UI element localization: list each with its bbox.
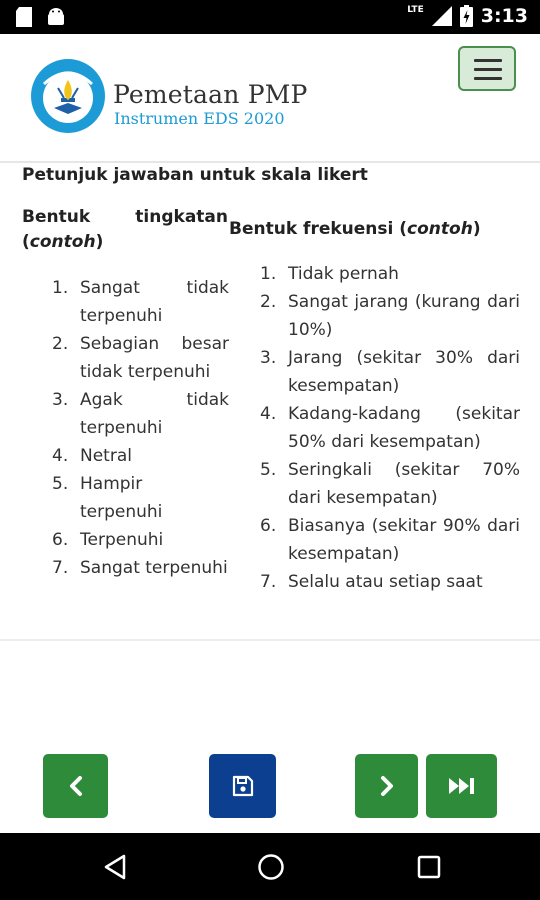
list-item: 4. Kadang-kadang (sekitar 50% dari kesempatan) [260,404,520,452]
header-text: ) [95,232,104,252]
previous-button[interactable] [43,754,108,818]
sd-card-icon [16,7,32,27]
chevron-left-icon [67,775,85,797]
list-item: 2. Sangat jarang (kurang dari 10%) [260,292,520,340]
app-header [0,34,540,163]
header-text: Bentuk tingkatan ( [22,207,228,252]
header-italic: contoh [407,219,473,239]
battery-charging-icon [460,5,473,27]
hamburger-line [474,68,502,71]
floppy-disk-icon [232,775,254,797]
save-button[interactable] [209,754,276,818]
network-type-label: LTE [407,5,424,15]
list-item: 3. Agak tidak terpenuhi [52,390,229,438]
header-text: ) [472,219,481,239]
tut-wuri-handayani-logo [30,58,106,134]
android-icon [46,7,66,27]
frequency-list [254,260,520,596]
clock: 3:13 [480,5,528,27]
list-item: 5. Seringkali (sekitar 70% dari kesempatan) [260,460,520,508]
list-item: 5. Hampir terpenuhi [52,474,163,522]
header-text: Bentuk frekuensi ( [229,219,408,239]
menu-button[interactable] [458,46,516,91]
list-item: 6. Biasanya (sekitar 90% dari kesempatan) [260,516,520,564]
list-item: 7. Sangat terpenuhi [52,558,228,578]
back-icon[interactable] [103,854,127,880]
fast-forward-icon [447,775,477,797]
list-item: 7. Selalu atau setiap saat [260,572,483,592]
list-item: 6. Terpenuhi [52,530,164,550]
status-bar [0,0,540,34]
recents-icon[interactable] [417,855,441,879]
app-title: Pemetaan PMP [113,80,308,109]
frequency-column-header [229,219,520,239]
list-item: 1. Sangat tidak terpenuhi [52,278,229,326]
header-italic: contoh [29,232,96,252]
last-page-button[interactable] [426,754,497,818]
hamburger-line [474,77,502,80]
instructions-heading: Petunjuk jawaban untuk skala likert [22,165,368,185]
level-list [46,274,229,582]
hamburger-menu-icon [474,59,502,62]
app-subtitle: Instrumen EDS 2020 [114,109,285,128]
list-item: 2. Sebagian besar tidak terpenuhi [52,334,229,382]
signal-icon [432,6,452,26]
home-icon[interactable] [257,853,285,881]
list-item: 1. Tidak pernah [260,264,399,284]
next-button[interactable] [355,754,418,818]
level-column-header [22,205,228,255]
android-nav-bar [0,833,540,900]
list-item: 4. Netral [52,446,132,466]
chevron-right-icon [378,775,396,797]
list-item: 3. Jarang (sekitar 30% dari kesempatan) [260,348,520,396]
content-divider [0,639,540,641]
